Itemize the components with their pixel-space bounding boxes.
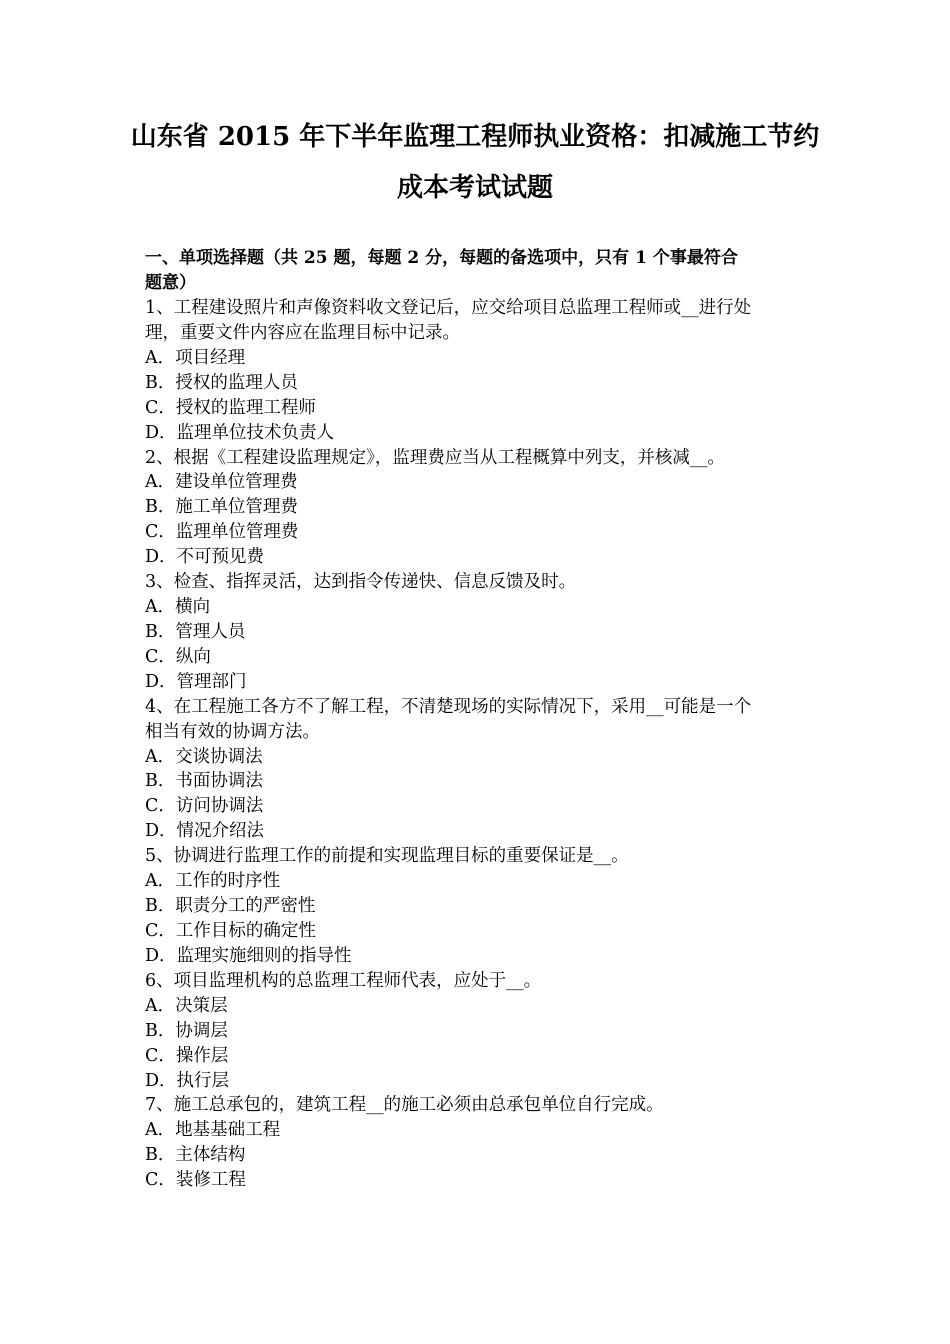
question-line: 7、施工总承包的，建筑工程__的施工必须由总承包单位自行完成。 [145, 1095, 664, 1116]
question-line-continued: 理，重要文件内容应在监理目标中记录。 [145, 322, 460, 343]
answer-option: B．施工单位管理费 [145, 497, 298, 518]
answer-option: A．交谈协调法 [145, 746, 263, 767]
answer-option: A．地基基础工程 [145, 1120, 281, 1141]
question-line-continued: 相当有效的协调方法。 [145, 721, 320, 742]
answer-option: B．协调层 [145, 1020, 228, 1041]
answer-option: D．监理单位技术负责人 [145, 422, 335, 443]
document-title-line-1: 山东省 2015 年下半年监理工程师执业资格：扣减施工节约 [130, 122, 820, 152]
answer-option: A．工作的时序性 [145, 871, 281, 892]
answer-option: C．授权的监理工程师 [145, 397, 316, 418]
answer-option: A．项目经理 [145, 347, 246, 368]
answer-option: C．访问协调法 [145, 796, 264, 817]
answer-option: A．决策层 [145, 995, 228, 1016]
answer-option: C．工作目标的确定性 [145, 921, 316, 941]
answer-option: D．执行层 [145, 1070, 230, 1091]
answer-option: C．操作层 [145, 1045, 229, 1066]
answer-option: D．监理实施细则的指导性 [145, 945, 352, 966]
answer-option: B．授权的监理人员 [145, 372, 298, 393]
answer-option: D．情况介绍法 [145, 821, 265, 842]
question-line: 6、项目监理机构的总监理工程师代表，应处于__。 [145, 970, 542, 991]
answer-option: B．职责分工的严密性 [145, 896, 316, 917]
question-line: 5、协调进行监理工作的前提和实现监理目标的重要保证是__。 [145, 846, 629, 867]
section-heading-line-2: 题意） [145, 273, 196, 293]
answer-option: C．装修工程 [145, 1170, 246, 1191]
answer-option: B．管理人员 [145, 621, 246, 642]
answer-option: B．主体结构 [145, 1145, 246, 1166]
question-line: 2、根据《工程建设监理规定》，监理费应当从工程概算中列支，并核减__。 [145, 447, 725, 468]
answer-option: B．书面协调法 [145, 771, 263, 792]
document-title-line-2: 成本考试试题 [396, 173, 553, 203]
answer-option: A．横向 [145, 597, 211, 618]
answer-option: D．管理部门 [145, 671, 247, 692]
section-heading-line-1: 一、单项选择题（共 25 题，每题 2 分，每题的备选项中，只有 1 个事最符合 [145, 248, 738, 268]
question-line: 4、在工程施工各方不了解工程，不清楚现场的实际情况下，采用__可能是一个 [145, 696, 752, 717]
answer-option: C．监理单位管理费 [145, 522, 299, 543]
question-line: 1、工程建设照片和声像资料收文登记后，应交给项目总监理工程师或__进行处 [145, 298, 752, 318]
question-line: 3、检查、指挥灵活，达到指令传递快、信息反馈及时。 [145, 572, 577, 593]
answer-option: C．纵向 [145, 646, 211, 667]
answer-option: D．不可预见费 [145, 547, 265, 568]
answer-option: A．建设单位管理费 [145, 472, 298, 493]
